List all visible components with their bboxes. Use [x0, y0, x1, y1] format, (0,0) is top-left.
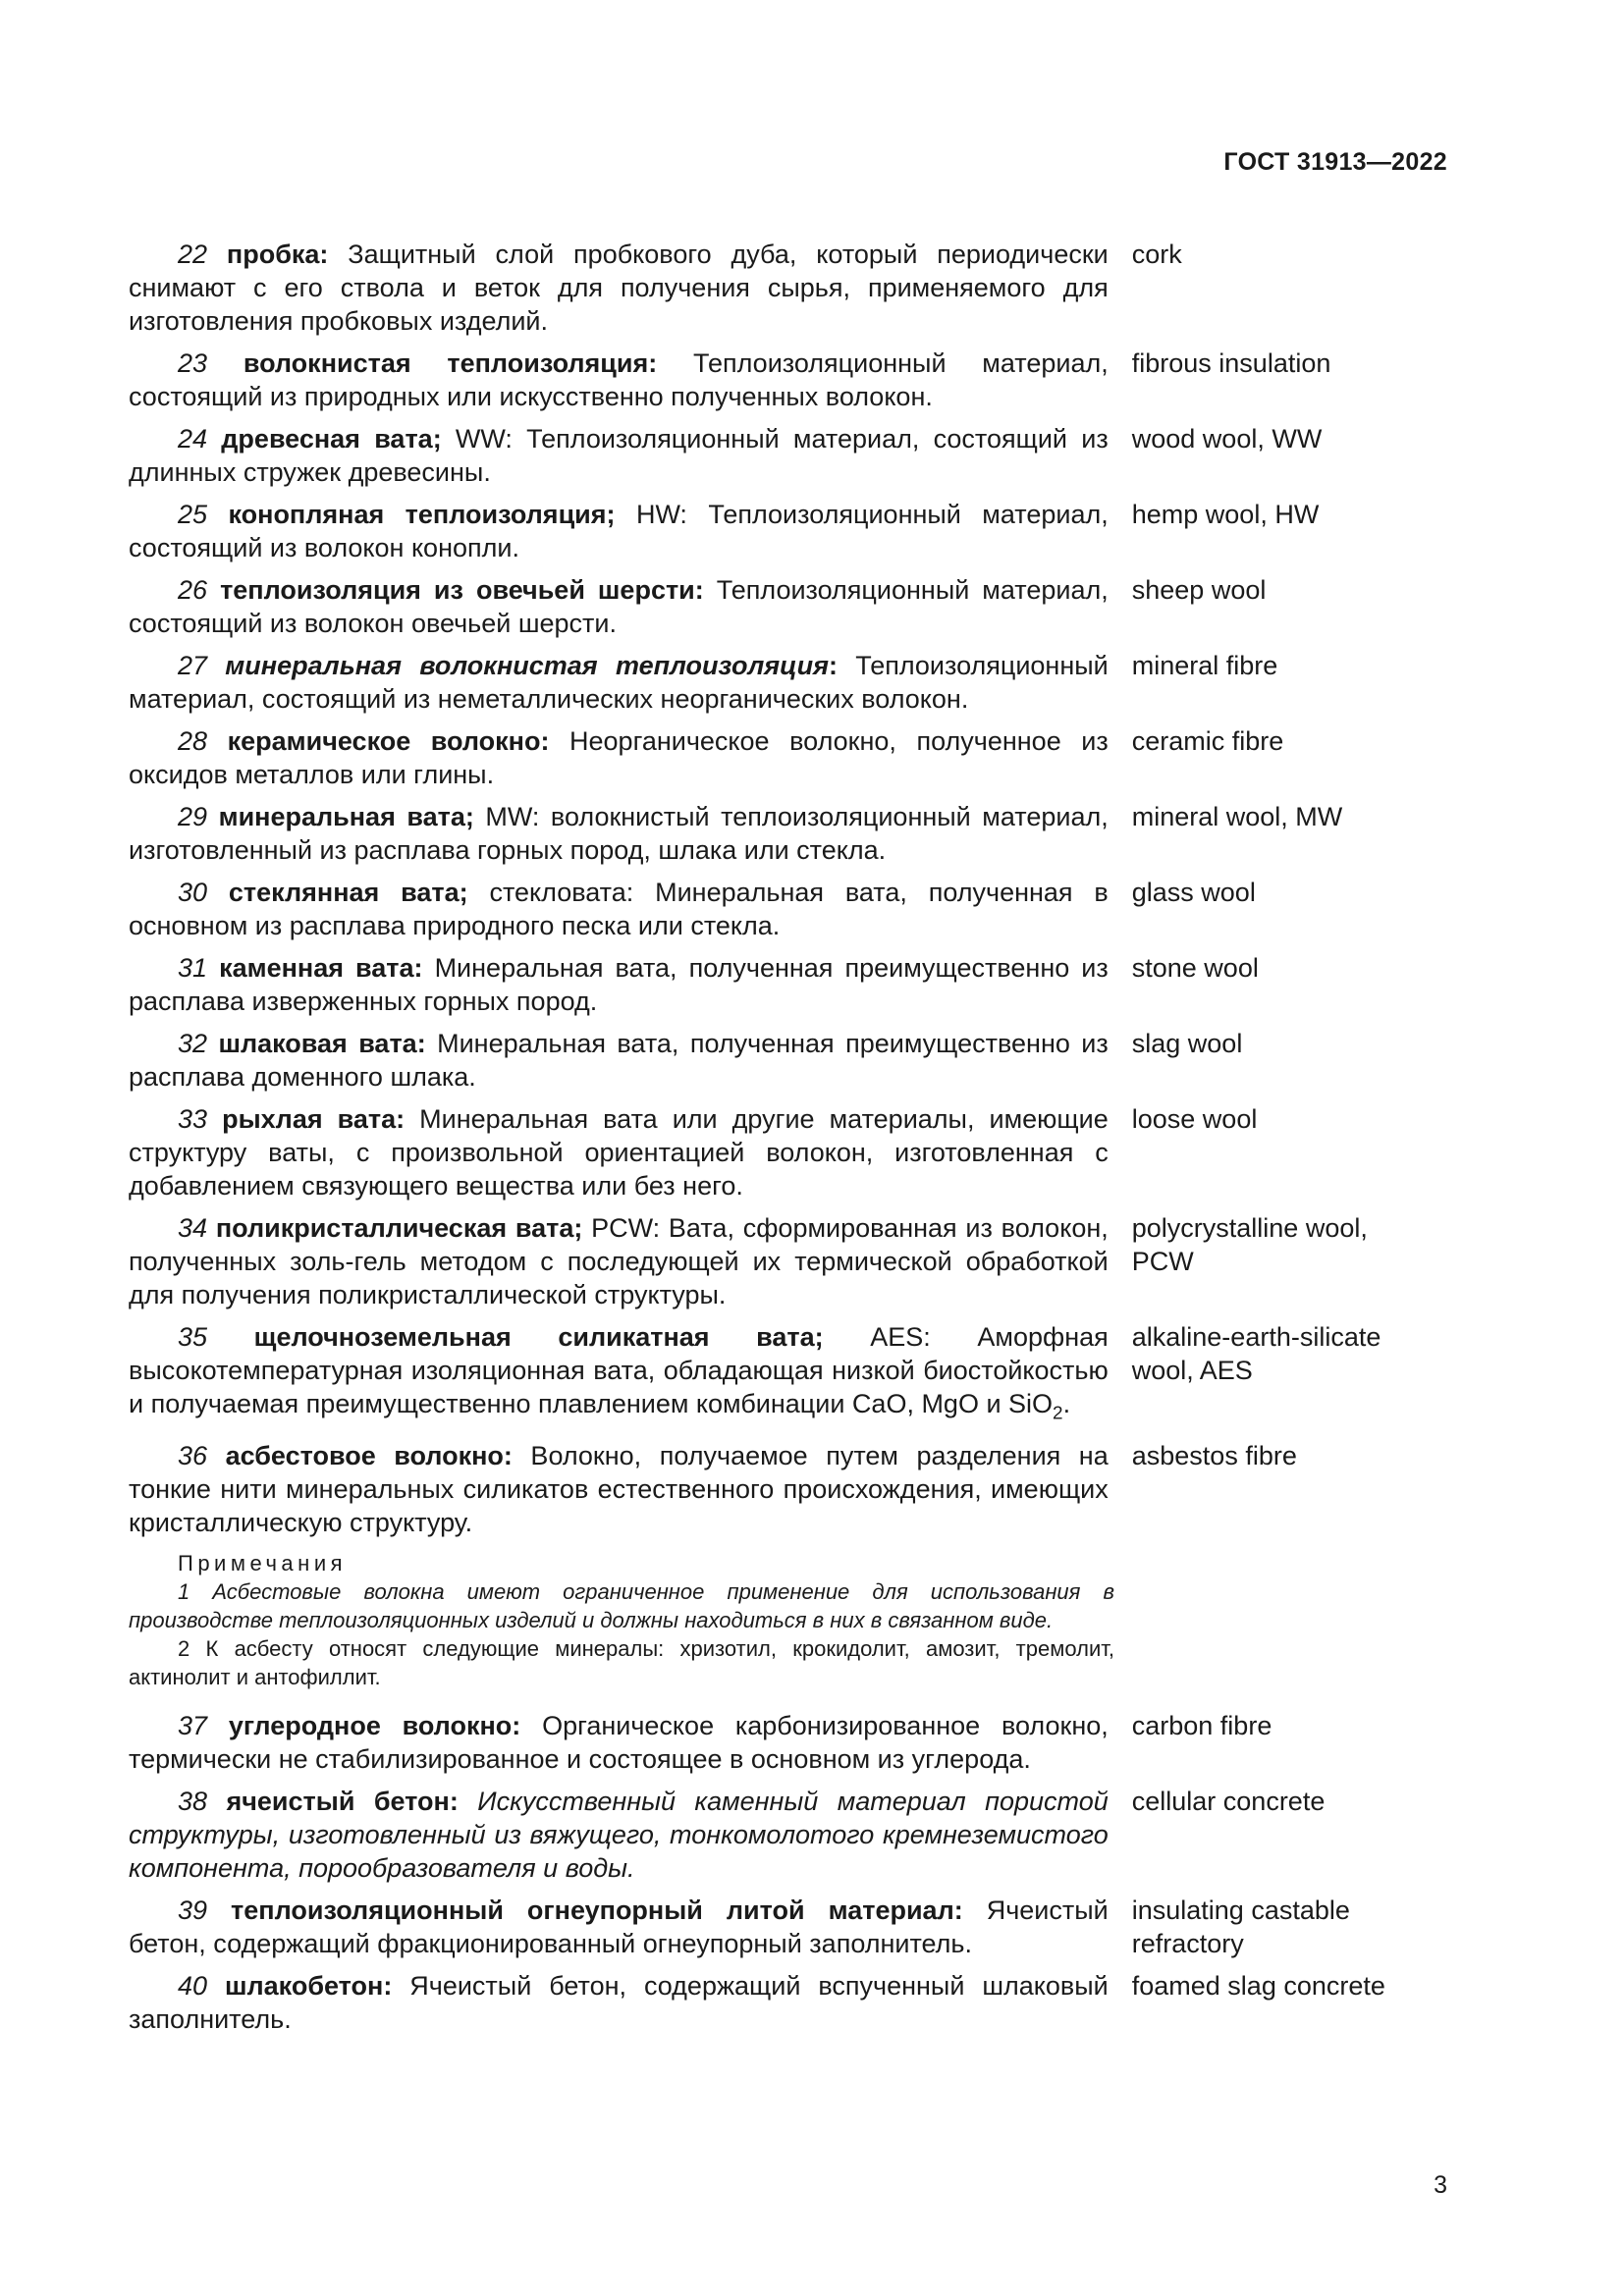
term-entry-25	[129, 498, 1405, 564]
term-english: cellular concrete	[1131, 1787, 1326, 1817]
term-definition: Искусственный каменный материал пористой структуры, изготовленный из вяжущего, тонкомолотого кремнеземистого компонента, порообразователя и воды.	[129, 1787, 1109, 1884]
term-number: 26	[178, 575, 208, 605]
term-number: 22	[178, 240, 208, 269]
term-english: slag wool	[1131, 1029, 1243, 1058]
term-english: asbestos fibre	[1131, 1441, 1297, 1471]
term-entry-33	[129, 1102, 1405, 1202]
term-definition: MW: волокнистый теплоизоляционный материал, изготовленный из расплава горных пород, шлака или стекла.	[129, 802, 1109, 865]
term-number: 25	[178, 500, 208, 529]
term-name: стеклянная вата;	[228, 878, 468, 907]
term-name: асбестовое волокно:	[225, 1441, 513, 1471]
term-definition: AES: Аморфная высокотемпературная изоляционная вата, обладающая низкой биостойкостью и получаемая преимущественно плавлением комбинации CaO, MgO и SiO	[129, 1322, 1109, 1418]
term-entry-22	[129, 238, 1405, 338]
term-english: stone wool	[1131, 953, 1259, 983]
term-number: 32	[178, 1029, 208, 1058]
term-english: ceramic fibre	[1131, 726, 1284, 756]
term-definition: WW: Теплоизоляционный материал, состоящий из длинных стружек древесины.	[129, 424, 1109, 487]
term-entry-29	[129, 800, 1405, 867]
term-definition: Теплоизоляционный материал, состоящий из волокон овечьей шерсти.	[129, 575, 1109, 638]
term-english: insulating castable refractory	[1131, 1896, 1350, 1959]
term-name: керамическое волокно:	[227, 726, 550, 756]
term-number: 29	[178, 802, 208, 831]
term-name: конопляная теплоизоляция;	[228, 500, 616, 529]
term-name: волокнистая теплоизоляция:	[243, 348, 658, 378]
term-name: шлакобетон:	[225, 1971, 393, 2002]
term-name-colon: :	[828, 651, 838, 680]
term-entry-39	[129, 1894, 1405, 1960]
term-number: 35	[178, 1322, 208, 1352]
term-english: cork	[1131, 240, 1182, 269]
term-entry-37	[129, 1709, 1405, 1776]
term-number: 37	[178, 1711, 208, 1741]
term-number: 33	[178, 1104, 208, 1134]
term-english: mineral fibre	[1131, 651, 1278, 680]
term-definition: Неорганическое волокно, полученное из оксидов металлов или глины.	[129, 726, 1109, 789]
term-name: шлаковая вата:	[218, 1029, 426, 1058]
term-definition: Ячеистый бетон, содержащий фракционированный огнеупорный заполнитель.	[129, 1896, 1109, 1959]
term-definition: Теплоизоляционный материал, состоящий из неметаллических неорганических волокон.	[129, 651, 1109, 714]
term-number: 40	[178, 1971, 208, 2002]
term-definition: стекловата: Минеральная вата, полученная в основном из расплава природного песка или стекла.	[129, 878, 1109, 940]
term-definition: Минеральная вата, полученная преимущественно из расплава изверженных горных пород.	[129, 953, 1109, 1016]
term-name: теплоизоляционный огнеупорный литой материал:	[231, 1896, 963, 1926]
note-item-2: 2 К асбесту относят следующие минералы: хризотил, крокидолит, амозит, тремолит, актинолит и антофиллит.	[129, 1636, 1114, 1690]
term-name: каменная вата:	[219, 953, 423, 983]
term-english: hemp wool, HW	[1131, 500, 1320, 529]
term-english: mineral wool, MW	[1131, 802, 1343, 831]
document-id: ГОСТ 31913—2022	[1223, 148, 1447, 176]
term-definition: Теплоизоляционный материал, состоящий из природных или искусственно полученных волокон.	[129, 348, 1109, 411]
term-english: fibrous insulation	[1131, 348, 1331, 378]
term-name: углеродное волокно:	[228, 1711, 521, 1741]
page-number: 3	[1434, 2171, 1447, 2199]
term-name: древесная вата;	[221, 424, 442, 454]
term-number: 39	[178, 1896, 208, 1926]
term-definition: Органическое карбонизированное волокно, термически не стабилизированное и состоящее в основном из углерода.	[129, 1711, 1109, 1775]
term-entry-38	[129, 1785, 1405, 1885]
term-definition-end: .	[1062, 1389, 1071, 1418]
term-number: 38	[178, 1787, 208, 1817]
term-number: 31	[178, 953, 208, 983]
term-number: 36	[178, 1441, 208, 1471]
term-number: 27	[178, 651, 208, 680]
term-definition: Защитный слой пробкового дуба, который периодически снимают с его ствола и веток для получения сырья, применяемого для изготовления пробковых изделий.	[129, 240, 1109, 336]
note-item-1: 1 Асбестовые волокна имеют ограниченное применение для использования в производстве теплоизоляционных изделий и должны находиться в них в связанном виде.	[129, 1579, 1114, 1633]
term-english: carbon fibre	[1131, 1711, 1272, 1741]
term-english: polycrystalline wool, PCW	[1131, 1213, 1368, 1276]
term-english: alkaline-earth-silicate wool, AES	[1131, 1322, 1381, 1385]
term-entry-32	[129, 1027, 1405, 1094]
notes-block	[129, 1549, 1114, 1691]
term-definition: Минеральная вата или другие материалы, имеющие структуру ваты, с произвольной ориентацией волокон, изготовленная с добавлением связующего вещества или без него.	[129, 1104, 1109, 1201]
term-entry-34	[129, 1211, 1405, 1311]
notes-title: Примечания	[178, 1551, 348, 1576]
term-name: теплоизоляция из овечьей шерсти:	[220, 575, 704, 605]
term-name: минеральная волокнистая теплоизоляция	[225, 651, 829, 680]
term-english: glass wool	[1131, 878, 1256, 907]
term-entry-36	[129, 1439, 1405, 1539]
term-name: рыхлая вата:	[222, 1104, 406, 1134]
term-english: sheep wool	[1131, 575, 1267, 605]
term-definition: HW: Теплоизоляционный материал, состоящий из волокон конопли.	[129, 500, 1109, 562]
term-entry-40	[129, 1969, 1405, 2036]
term-entry-31	[129, 951, 1405, 1018]
term-english: wood wool, WW	[1131, 424, 1323, 454]
term-number: 24	[178, 424, 208, 454]
term-definition: Волокно, получаемое путем разделения на тонкие нити минеральных силикатов естественного происхождения, имеющих кристаллическую структуру.	[129, 1441, 1109, 1538]
term-entry-27	[129, 649, 1405, 716]
term-name: минеральная вата;	[218, 802, 474, 831]
term-name: щелочноземельная силикатная вата;	[253, 1322, 824, 1352]
term-number: 28	[178, 726, 208, 756]
terms-content	[129, 238, 1405, 2045]
term-definition: Ячеистый бетон, содержащий вспученный шлаковый заполнитель.	[129, 1971, 1109, 2035]
term-entry-35	[129, 1320, 1405, 1430]
term-name: ячеистый бетон:	[226, 1787, 459, 1817]
term-entry-26	[129, 573, 1405, 640]
term-entry-24	[129, 422, 1405, 489]
term-english: foamed slag concrete	[1131, 1971, 1385, 2002]
term-number: 34	[178, 1213, 208, 1243]
subscript: 2	[1053, 1403, 1063, 1424]
term-english: loose wool	[1131, 1104, 1258, 1134]
term-definition: PCW: Вата, сформированная из волокон, полученных золь-гель методом с последующей их термической обработкой для получения поликристаллической структуры.	[129, 1213, 1109, 1309]
term-entry-28	[129, 724, 1405, 791]
term-entry-23	[129, 347, 1405, 413]
term-number: 23	[178, 348, 208, 378]
term-entry-30	[129, 876, 1405, 942]
term-name: пробка:	[226, 240, 329, 269]
term-definition: Минеральная вата, полученная преимущественно из расплава доменного шлака.	[129, 1029, 1109, 1092]
term-name: поликристаллическая вата;	[215, 1213, 583, 1243]
term-number: 30	[178, 878, 208, 907]
